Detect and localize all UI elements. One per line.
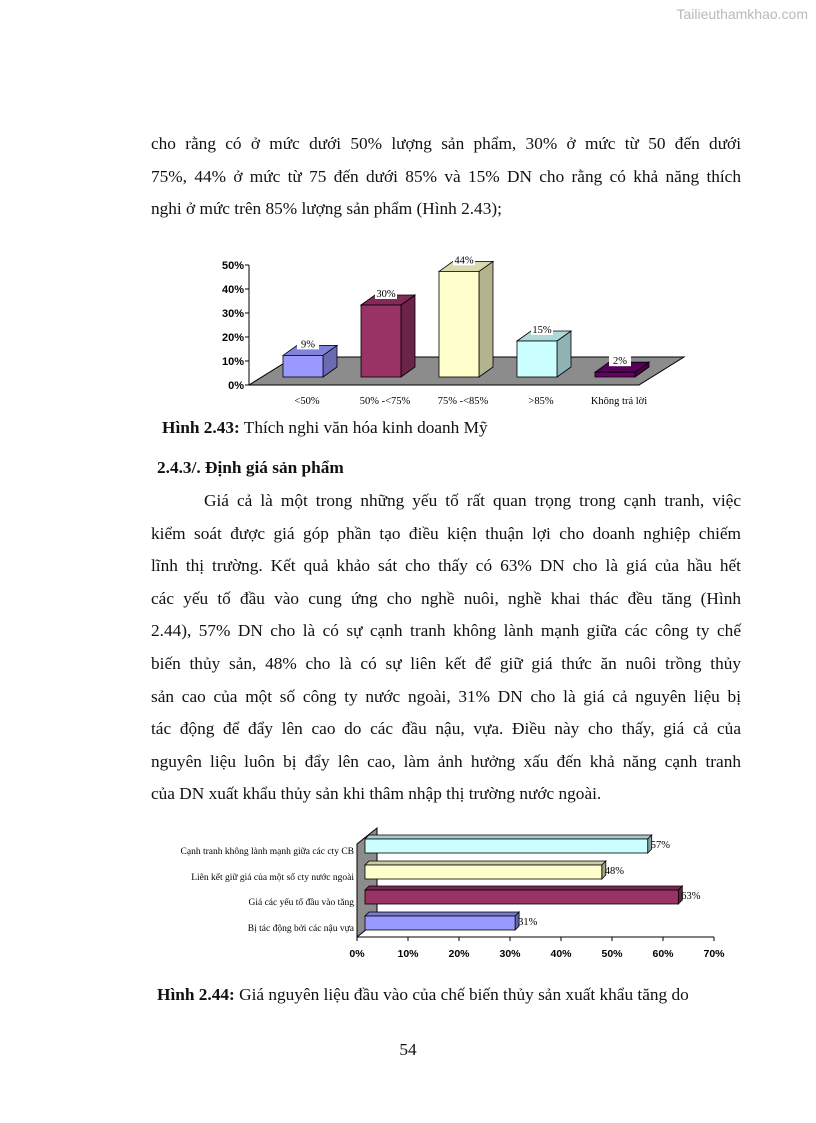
x-tick-label: 75% -<85%: [437, 396, 489, 407]
x-tick-label: 40%: [550, 948, 572, 960]
body-line: của DN xuất khẩu thủy sản khi thâm nhập thị trường nước ngoài.: [151, 784, 602, 804]
data-label: 63%: [681, 891, 701, 902]
intro-line: nghi ở mức trên 85% lượng sản phẩm (Hình 2.43);: [151, 199, 502, 219]
body-line: biến thủy sản, 48% cho là có sự liên kết để giữ giá thức ăn nuôi trồng thủy: [151, 653, 741, 673]
y-tick-label: Liên kết giữ giá của một số cty nước ngoài: [191, 873, 354, 883]
watermark: Tailieuthamkhao.com: [676, 6, 808, 22]
y-tick-label: Bị tác động bởi các nậu vựa: [247, 924, 354, 934]
data-label: 9%: [301, 339, 315, 351]
y-tick-label: 0%: [228, 380, 244, 392]
x-tick-label: Không trả lời: [590, 396, 648, 407]
bar: [439, 271, 479, 377]
y-tick-label: 50%: [221, 260, 244, 272]
bar-top: [365, 912, 519, 916]
body-paragraph: [151, 485, 741, 811]
body-line: kiểm soát được giá góp phần tạo điều kiện thuận lợi cho doanh nghiệp chiếm: [151, 523, 741, 543]
y-tick-label: 30%: [221, 308, 244, 320]
data-label: 48%: [604, 866, 625, 877]
y-tick-label: Giá các yếu tố đầu vào tăng: [248, 898, 354, 908]
bar: [595, 372, 635, 377]
data-label: 2%: [613, 356, 627, 368]
body-line: Giá cả là một trong những yếu tố rất quan trọng trong cạnh tranh, việc: [204, 491, 741, 510]
bar: [365, 890, 678, 904]
x-tick-label: 20%: [448, 948, 470, 960]
section-heading: 2.4.3/. Định giá sản phẩm: [157, 458, 344, 477]
figure-caption-text: Thích nghi văn hóa kinh doanh Mỹ: [239, 418, 488, 437]
x-tick-label: <50%: [294, 396, 320, 407]
figure-caption-text: Giá nguyên liệu đầu vào của chế biến thủy sản xuất khẩu tăng do: [234, 985, 689, 1004]
data-label: 15%: [532, 325, 552, 336]
y-tick-label: 20%: [221, 332, 244, 344]
y-tick-label: 40%: [221, 284, 244, 296]
bar-top: [365, 835, 652, 839]
figure-2-44-caption: [157, 985, 689, 1005]
y-tick-label: 10%: [221, 356, 244, 368]
x-tick-label: 60%: [652, 948, 674, 960]
bar: [283, 355, 323, 377]
bar: [517, 341, 557, 377]
body-line: sản cao của một số công ty nước ngoài, 31% DN cho là giá cả nguyên liệu bị: [151, 686, 741, 706]
body-line: nguyên liệu luôn bị đẩy lên cao, làm ảnh hưởng xấu đến khả năng cạnh tranh: [151, 751, 741, 771]
figure-2-43-caption: [162, 418, 488, 438]
data-label: 44%: [454, 255, 474, 267]
figure-2-44-chart: [150, 825, 740, 965]
bar: [365, 916, 515, 930]
bar: [365, 865, 602, 879]
x-tick-label: 10%: [397, 948, 419, 960]
figure-caption-label: Hình 2.43:: [162, 418, 240, 437]
body-line: tác động để đẩy lên cao do các đầu nậu, vựa. Điều này cho thấy, giá cả của: [151, 719, 741, 739]
bar: [365, 839, 648, 853]
body-line: lĩnh thị trường. Kết quả khảo sát cho thấy có 63% DN cho là giá của hầu hết: [151, 556, 741, 576]
data-label: 31%: [518, 917, 538, 928]
figure-caption-label: Hình 2.44:: [157, 985, 235, 1004]
bar-side: [401, 295, 415, 377]
bar-top: [365, 886, 682, 890]
x-tick-label: 70%: [703, 948, 725, 960]
intro-line: 75%, 44% ở mức từ 75 đến dưới 85% và 15% DN cho rằng có khả năng thích: [151, 166, 741, 186]
x-tick-label: 50% -<75%: [359, 396, 411, 407]
intro-line: cho rằng có ở mức dưới 50% lượng sản phẩm, 30% ở mức từ 50 đến dưới: [151, 134, 741, 153]
x-tick-label: 0%: [349, 948, 365, 960]
x-tick-label: 30%: [499, 948, 521, 960]
bar-top: [365, 861, 606, 865]
bar-side: [479, 261, 493, 377]
y-tick-label: Cạnh tranh không lành mạnh giữa các cty CB: [180, 847, 354, 857]
intro-paragraph: [151, 128, 741, 226]
body-line: 2.44), 57% DN cho là có sự cạnh tranh không lành mạnh giữa các công ty chế: [151, 621, 741, 641]
x-tick-label: >85%: [528, 396, 554, 407]
bar: [361, 305, 401, 377]
data-label: 57%: [650, 840, 670, 851]
x-tick-label: 50%: [601, 948, 623, 960]
page-number: 54: [399, 1040, 417, 1059]
body-line: các yếu tố đầu vào cung ứng cho nghề nuôi, nghề khai thác đều tăng (Hình: [151, 588, 741, 608]
figure-2-43-chart: [215, 250, 695, 412]
data-label: 30%: [376, 289, 396, 300]
